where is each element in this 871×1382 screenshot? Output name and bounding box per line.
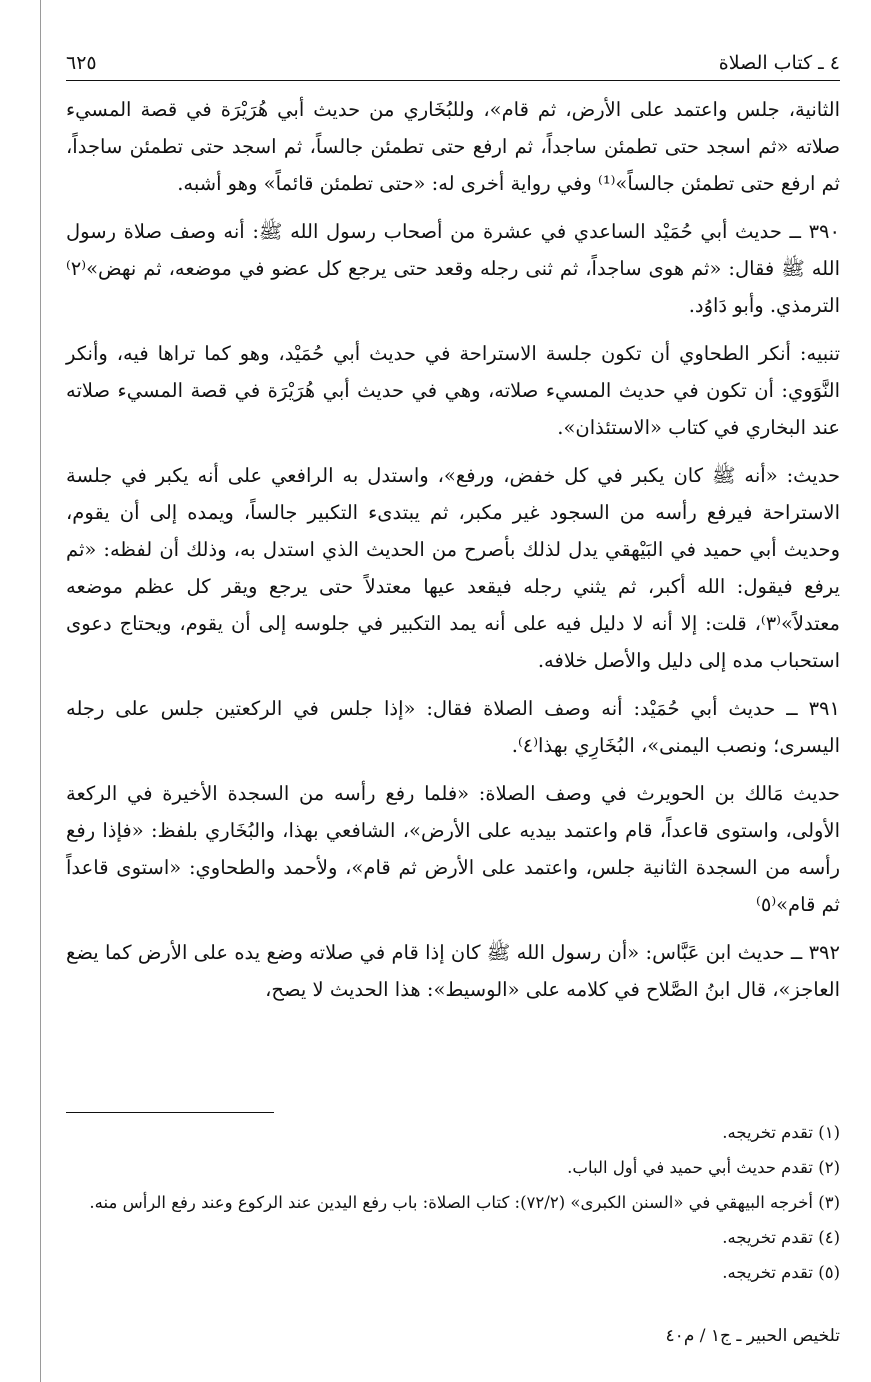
hadith-takbir: حديث: «أنه ﷺ كان يكبر في كل خفض، ورفع»، واستدل به الرافعي على أنه يكبر في جلسة الاستراحة فيرفع رأسه من السجود غير مكبر، ثم يبتدىء التكبير جالساً، ويمده إلى أن يقوم، وحديث أبي حميد في البَيْهقي يدل لذلك بأصرح من الحديث الذي استدل به، وذلك أن لفظه: «ثم يرفع فيقول: الله أكبر، ثم يثني رجله فيقعد عيها معتدلاً حتى يرجع ويقر كل عظم موضعه معتدلاً»⁽٣⁾، قلت: إلا أنه لا دليل فيه على أنه يمد التكبير في جلوسه إلى أن يقوم، ويحتاج دعوى استحباب مده إلى دليل والأصل خلافه. [66,464,840,672]
paragraph-continuation: الثانية، جلس واعتمد على الأرض، ثم قام»، وللبُخَاري من حديث أبي هُرَيْرَة في قصة المسيء صلاته «ثم اسجد حتى تطمئن ساجداً، ثم ارفع حتى تطمئن جالساً، ثم اسجد حتى تطمئن ساجداً، ثم ارفع حتى تطمئن جالساً»⁽¹⁾ وفي رواية أخرى له: «حتى تطمئن قائماً» وهو أشبه. [66,98,840,195]
footnotes [66,1118,840,1293]
page-content [66,44,840,1019]
footnote-1: (١) تقدم تخريجه. [722,1123,840,1142]
signature-mark: تلخيص الحبير ـ ج١ / م٤٠ [665,1326,840,1346]
margin-rule [40,0,41,1382]
tanbih-note: تنبيه: أنكر الطحاوي أن تكون جلسة الاستراحة في حديث أبي حُمَيْد، وهو كما تراها فيه، وأنكر النَّوَوي: أن تكون في حديث المسيء صلاته، وهي في حديث أبي هُرَيْرَة في قصة المسيء صلاته عند البخاري في كتاب «الاستئذان». [66,342,840,439]
hadith-390: ٣٩٠ ــ حديث أبي حُمَيْد الساعدي في عشرة من أصحاب رسول الله ﷺ: أنه وصف صلاة رسول الله ﷺ فقال: «ثم هوى ساجداً، ثم ثنى رجله وقعد حتى يرجع كل عضو في موضعه، ثم نهض»⁽٢⁾ الترمذي. وأبو دَاوُد. [66,220,840,317]
footnote-2: (٢) تقدم حديث أبي حميد في أول الباب. [567,1158,840,1177]
hadith-391: ٣٩١ ــ حديث أبي حُمَيْد: أنه وصف الصلاة فقال: «إذا جلس في الركعتين جلس على رجله اليسرى؛ ونصب اليمنى»، البُخَارِي بهذا⁽٤⁾. [66,697,840,757]
footnote-5: (٥) تقدم تخريجه. [722,1263,840,1282]
hadith-malik: حديث مَالك بن الحويرث في وصف الصلاة: «فلما رفع رأسه من السجدة الأخيرة في الركعة الأولى، واستوى قاعداً، قام واعتمد بيديه على الأرض»، الشافعي بهذا، والبُخَاري بلفظ: «فإذا رفع رأسه من السجدة الثانية جلس، واعتمد على الأرض ثم قام»، ولأحمد والطحاوي: «استوى قاعداً ثم قام»⁽٥⁾ [66,782,840,916]
main-text [66,91,840,1008]
footnote-4: (٤) تقدم تخريجه. [722,1228,840,1247]
running-header [66,44,840,81]
chapter-title: ٤ ـ كتاب الصلاة [718,52,840,74]
hadith-392: ٣٩٢ ــ حديث ابن عَبَّاس: «أن رسول الله ﷺ كان إذا قام في صلاته وضع يده على الأرض كما يضع العاجز»، قال ابنُ الصَّلاح في كلامه على «الوسيط»: هذا الحديث لا يصح، [66,941,840,1001]
footnote-divider [66,1112,274,1113]
footnote-3: (٣) أخرجه البيهقي في «السنن الكبرى» (٧٢/٢): كتاب الصلاة: باب رفع اليدين عند الركوع وعند رفع الرأس منه. [89,1193,840,1212]
page-number: ٦٢٥ [66,52,97,74]
